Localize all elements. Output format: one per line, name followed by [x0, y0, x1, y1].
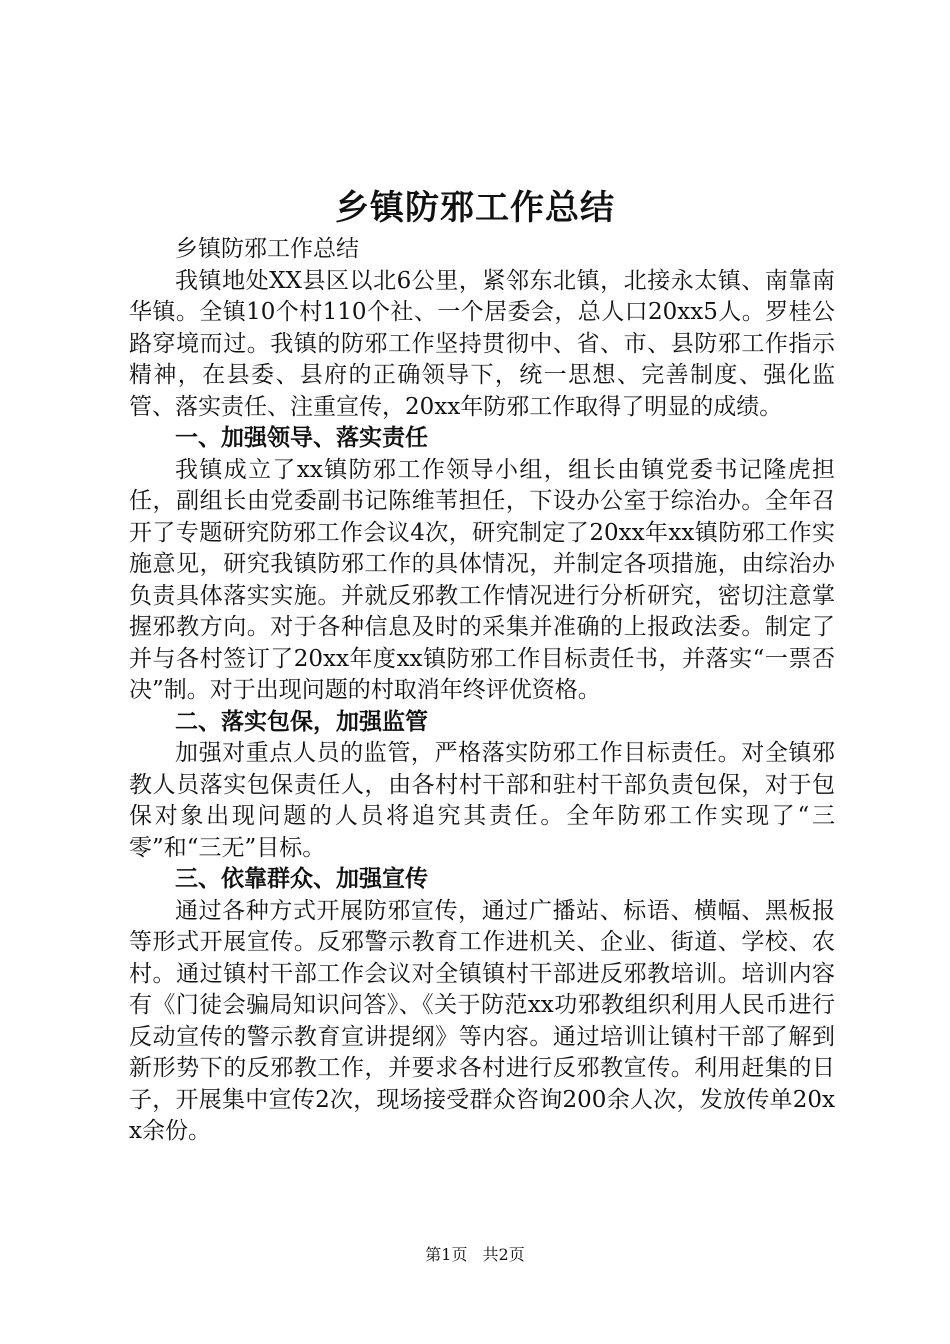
section-paragraph-2: 加强对重点人员的监管，严格落实防邪工作目标责任。对全镇邪教人员落实包保责任人，由各村村干部和驻村干部负责包保，对于包保对象出现问题的人员将追究其责任。全年防邪工作实现了“三零”和“三无”目标。 [129, 740, 835, 861]
section-heading-2: 二、落实包保，加强监管 [175, 708, 428, 735]
intro-paragraph: 我镇地处XX县区以北6公里，紧邻东北镇，北接永太镇、南靠南华镇。全镇10个村110个社、一个居委会，总人口20xx5人。罗桂公路穿境而过。我镇的防邪工作坚持贯彻中、省、市、县防邪工作指示精神，在县委、县府的正确领导下，统一思想、完善制度、强化监管、落实责任、注重宣传，20xx年防邪工作取得了明显的成绩。 [129, 267, 835, 420]
section-paragraph-1: 我镇成立了xx镇防邪工作领导小组，组长由镇党委书记隆虎担任，副组长由党委副书记陈维苇担任，下设办公室于综治办。全年召开了专题研究防邪工作会议4次，研究制定了20xx年xx镇防邪工作实施意见，研究我镇防邪工作的具体情况，并制定各项措施，由综治办负责具体落实实施。并就反邪教工作情况进行分析研究，密切注意掌握邪教方向。对于各种信息及时的采集并准确的上报政法委。制定了并与各村签订了20xx年度xx镇防邪工作目标责任书，并落实“一票否决”制。对于出现问题的村取消年终评优资格。 [129, 456, 835, 703]
intro-title-line: 乡镇防邪工作总结 [175, 236, 359, 262]
section-heading-3: 三、依靠群众、加强宣传 [175, 866, 428, 892]
page-number-total: 共2页 [482, 1245, 525, 1264]
page-number-current: 第1页 [425, 1245, 468, 1264]
document-body [129, 234, 835, 1148]
document-title: 乡镇防邪工作总结 [335, 188, 615, 228]
page-footer [0, 1244, 950, 1266]
section-paragraph-3: 通过各种方式开展防邪宣传，通过广播站、标语、横幅、黑板报等形式开展宣传。反邪警示教育工作进机关、企业、街道、学校、农村。通过镇村干部工作会议对全镇镇村干部进反邪教培训。培训内容有《门徒会骗局知识问答》、《关于防范xx功邪教组织利用人民币进行反动宣传的警示教育宣讲提纲》等内容。通过培训让镇村干部了解到新形势下的反邪教工作，并要求各村进行反邪教宣传。利用赶集的日子，开展集中宣传2次，现场接受群众咨询200余人次，发放传单20xx余份。 [129, 897, 835, 1144]
section-heading-1: 一、加强领导、落实责任 [175, 425, 428, 451]
